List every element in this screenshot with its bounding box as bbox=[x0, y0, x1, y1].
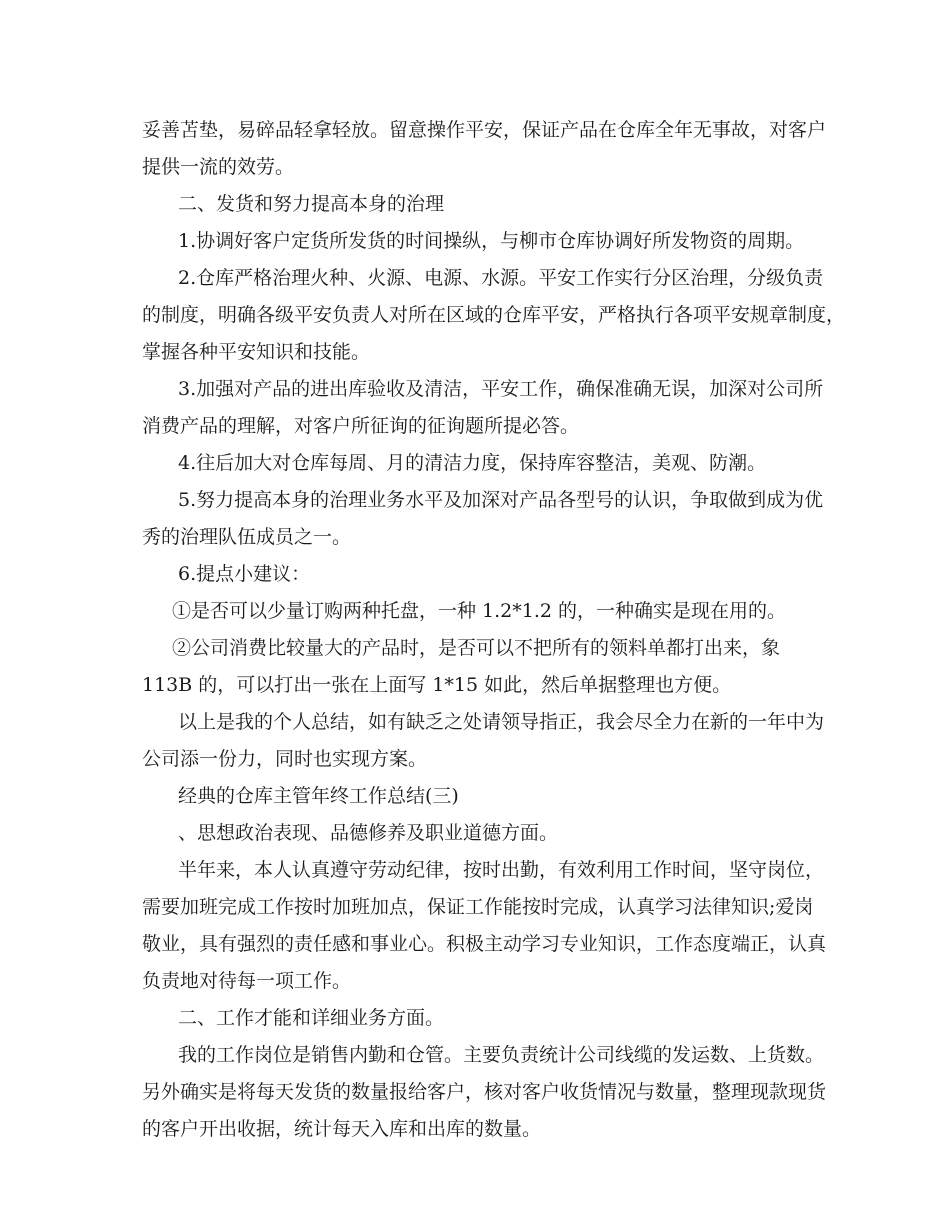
paragraph-line: 我的工作岗位是销售内勤和仓管。主要负责统计公司线缆的发运数、上货数。 bbox=[178, 1044, 825, 1066]
paragraph-line: 提供一流的效劳。 bbox=[142, 156, 295, 178]
list-item: 5.努力提高本身的治理业务水平及加深对产品各型号的认识，争取做到成为优 bbox=[178, 489, 824, 511]
paragraph-line: 的制度，明确各级平安负责人对所在区域的仓库平安，严格执行各项平安规章制度， bbox=[142, 304, 846, 326]
paragraph-line: 的客户开出收据，统计每天入库和出库的数量。 bbox=[142, 1118, 542, 1140]
paragraph-line: 妥善苫垫，易碎品轻拿轻放。留意操作平安，保证产品在仓库全年无事故，对客户 bbox=[142, 119, 827, 141]
paragraph-line: 公司添一份力，同时也实现方案。 bbox=[142, 748, 428, 770]
section-heading: 二、工作才能和详细业务方面。 bbox=[178, 1007, 445, 1029]
paragraph-line: 敬业，具有强烈的责任感和事业心。积极主动学习专业知识，工作态度端正，认真 bbox=[142, 933, 827, 955]
list-item: 6.提点小建议： bbox=[178, 563, 311, 585]
list-item: 2.仓库严格治理火种、火源、电源、水源。平安工作实行分区治理，分级负责 bbox=[178, 267, 824, 289]
list-item: 4.往后加大对仓库每周、月的清洁力度，保持库容整洁，美观、防潮。 bbox=[178, 452, 767, 474]
suggestion-item: ①是否可以少量订购两种托盘，一种 1.2*1.2 的，一种确实是现在用的。 bbox=[172, 600, 787, 622]
suggestion-item: ②公司消费比较量大的产品时，是否可以不把所有的领料单都打出来，象 bbox=[172, 637, 781, 659]
section-heading: 、思想政治表现、品德修养及职业道德方面。 bbox=[178, 822, 559, 844]
list-item: 3.加强对产品的进出库验收及清洁，平安工作，确保准确无误，加深对公司所 bbox=[178, 378, 824, 400]
paragraph-line: 需要加班完成工作按时加班加点，保证工作能按时完成，认真学习法律知识;爱岗 bbox=[142, 896, 814, 918]
paragraph-line: 113B 的，可以打出一张在上面写 1*15 如此，然后单据整理也方便。 bbox=[142, 674, 732, 696]
paragraph-line: 以上是我的个人总结，如有缺乏之处请领导指正，我会尽全力在新的一年中为 bbox=[178, 711, 825, 733]
paragraph-line: 秀的治理队伍成员之一。 bbox=[142, 526, 352, 548]
paragraph-line: 掌握各种平安知识和技能。 bbox=[142, 341, 371, 363]
paragraph-line: 负责地对待每一项工作。 bbox=[142, 970, 352, 992]
paragraph-line: 半年来，本人认真遵守劳动纪律，按时出勤，有效利用工作时间，坚守岗位， bbox=[178, 859, 825, 881]
paragraph-line: 消费产品的理解，对客户所征询的征询题所提必答。 bbox=[142, 415, 580, 437]
section-heading: 二、发货和努力提高本身的治理 bbox=[178, 193, 445, 215]
list-item: 1.协调好客户定货所发货的时间操纵，与柳市仓库协调好所发物资的周期。 bbox=[178, 230, 805, 252]
paragraph-line: 另外确实是将每天发货的数量报给客户，核对客户收货情况与数量，整理现款现货 bbox=[142, 1081, 827, 1103]
section-title: 经典的仓库主管年终工作总结(三) bbox=[178, 785, 459, 807]
